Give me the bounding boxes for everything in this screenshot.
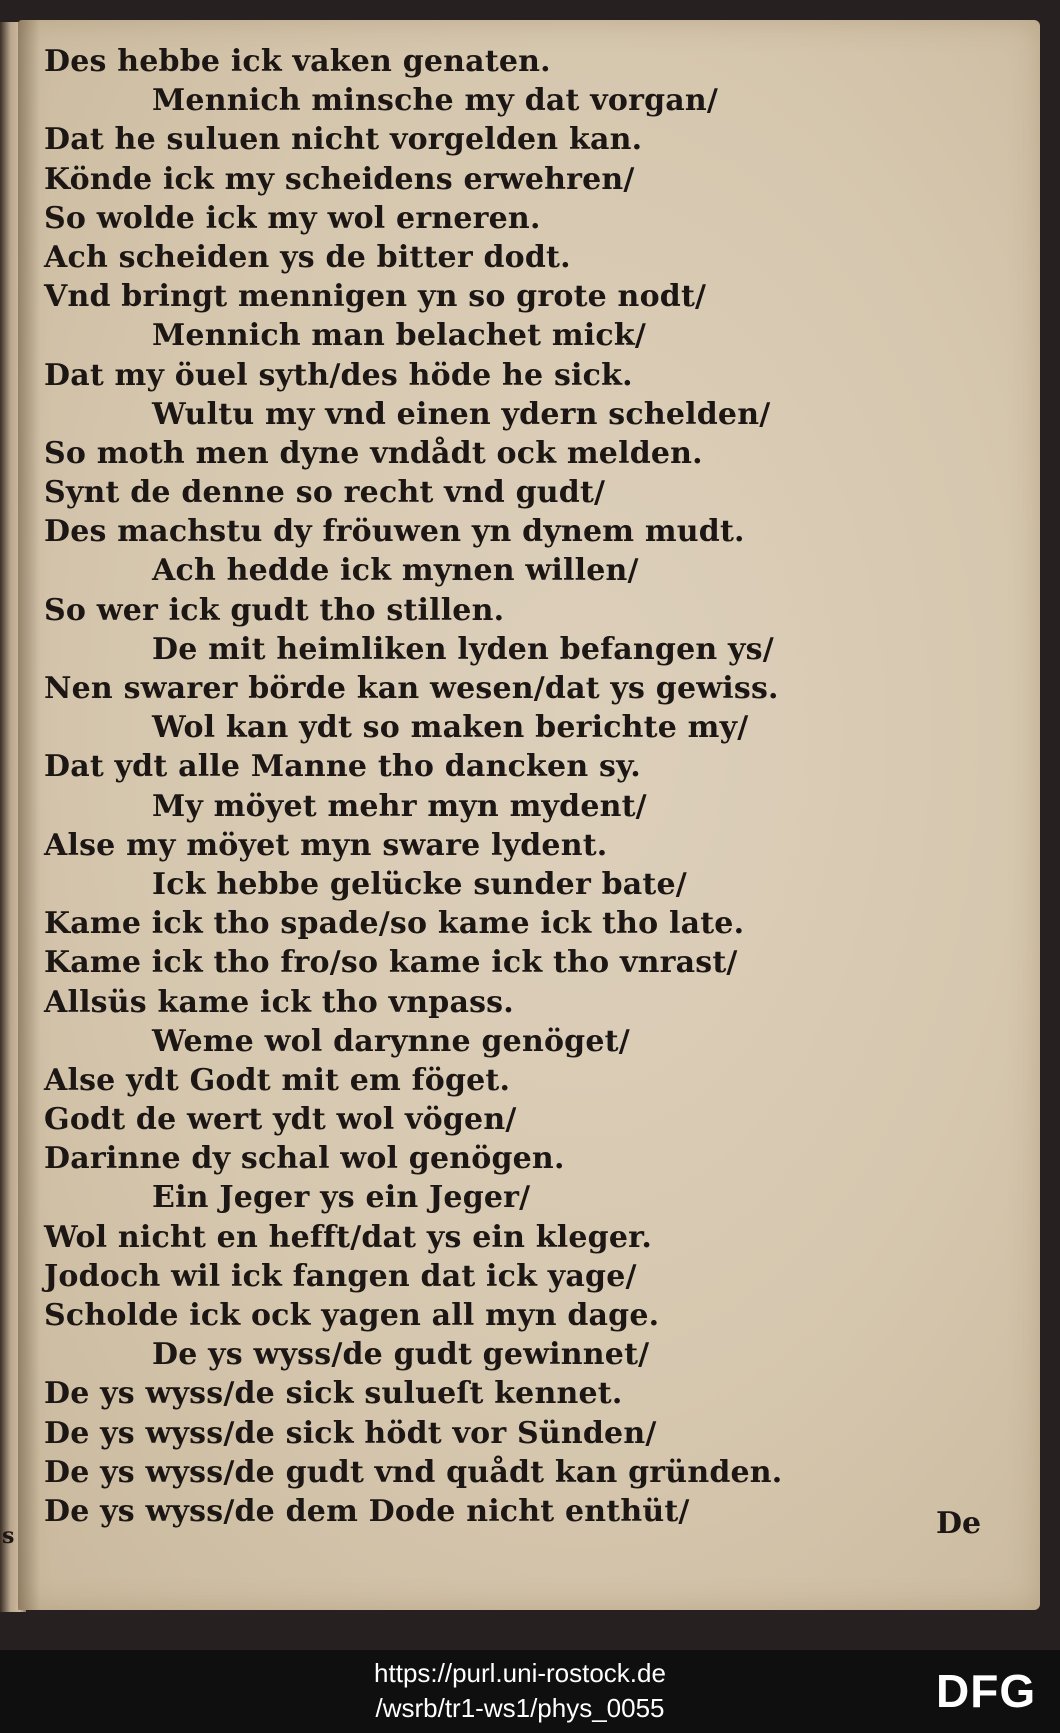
- text-line: Alse ydt Godt mit em föget.: [44, 1062, 511, 1098]
- text-line: Wultu my vnd einen ydern schelden/: [152, 396, 771, 432]
- text-line: Wol kan ydt so maken berichte my/: [152, 710, 749, 746]
- page-gutter-shadow: [18, 20, 40, 1610]
- text-line: Des hebbe ick vaken genaten.: [44, 44, 551, 79]
- text-line: Ein Jeger ys ein Jeger/: [152, 1180, 531, 1216]
- text-line: Ach hedde ick mynen willen/: [152, 553, 639, 589]
- text-line: Vnd bringt mennigen yn so grote nodt/: [44, 279, 707, 315]
- text-line: Nen swarer börde kan wesen/dat ys gewiss.: [44, 671, 779, 706]
- text-line: De ys wyss/de sick sulueſt kennet.: [44, 1376, 623, 1412]
- text-line: Kame ick tho fro/so kame ick tho vnrast/: [44, 945, 738, 981]
- text-line: De mit heimliken lyden befangen ys/: [152, 631, 774, 667]
- text-line: Jodoch wil ick fangen dat ick yage/: [44, 1258, 637, 1294]
- text-line: Kame ick tho spade/so kame ick tho late.: [44, 906, 745, 942]
- footer-bar: [0, 1650, 1060, 1733]
- text-line: De ys wyss/de dem Dode nicht enthüt/: [44, 1493, 690, 1529]
- text-line: Synt de denne so recht vnd gudt/: [44, 475, 606, 511]
- text-line: De ys wyss/de sick hödt vor Sünden/: [44, 1415, 657, 1451]
- text-line: Mennich man belachet mick/: [152, 318, 646, 354]
- text-line: Dat he suluen nicht vorgelden kan.: [44, 122, 643, 158]
- permalink-line-2[interactable]: /wsrb/tr1-ws1/phys_0055: [375, 1693, 665, 1723]
- text-line: Mennich minsche my dat vorgan/: [152, 83, 719, 119]
- text-line: Ach scheiden ys de bitter dodt.: [44, 239, 571, 275]
- text-line: De ys wyss/de gudt gewinnet/: [152, 1337, 650, 1373]
- text-line: Ick hebbe gelücke sunder bate/: [152, 866, 687, 902]
- permalink-line-1[interactable]: https://purl.uni-rostock.de: [374, 1658, 666, 1688]
- text-line: Godt de wert ydt wol vögen/: [44, 1102, 517, 1138]
- book-page: [18, 20, 1040, 1610]
- permalink[interactable]: [270, 1656, 770, 1726]
- dfg-logo: DFG: [936, 1665, 1037, 1717]
- text-line: De ys wyss/de gudt vnd quådt kan gründen.: [44, 1454, 783, 1490]
- text-line: Weme wol darynne genöget/: [152, 1023, 630, 1059]
- text-line: Scholde ick ock yagen all myn dage.: [44, 1298, 660, 1333]
- text-line: Wol nicht en hefft/dat ys ein kleger.: [44, 1219, 653, 1255]
- text-line: Dat ydt alle Manne tho dancken sy.: [44, 749, 641, 785]
- text-line: So moth men dyne vndådt ock melden.: [44, 435, 703, 471]
- text-line: Alse my möyet myn sware lydent.: [44, 827, 608, 863]
- catchword: De: [936, 1506, 982, 1541]
- text-line: Darinne dy schal wol genögen.: [44, 1141, 565, 1177]
- text-line: Könde ick my scheidens erwehren/: [44, 161, 635, 197]
- text-line: Dat my öuel syth/des höde he sick.: [44, 357, 633, 393]
- text-line: So wer ick gudt tho stillen.: [44, 592, 505, 628]
- text-line: My möyet mehr myn mydent/: [152, 788, 647, 824]
- text-line: So wolde ick my wol erneren.: [44, 200, 541, 236]
- text-line: Des machstu dy fröuwen yn dynem mudt.: [44, 514, 745, 550]
- margin-mark: s: [2, 1523, 15, 1549]
- text-line: Allsüs kame ick tho vnpass.: [44, 984, 514, 1020]
- page-text-block: [44, 42, 1004, 1531]
